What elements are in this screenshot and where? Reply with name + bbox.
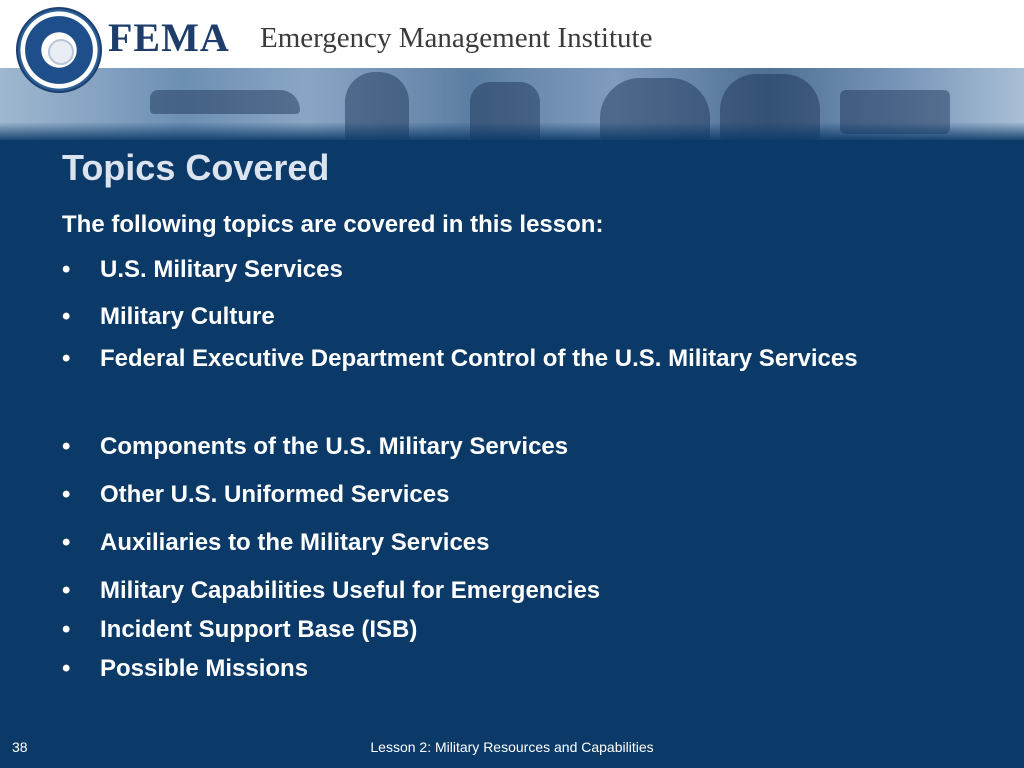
topic-item [62,475,942,514]
slide-intro: The following topics are covered in this lesson: [62,211,604,238]
topic-text: Components of the U.S. Military Services [100,433,569,460]
topic-text: U.S. Military Services [100,256,343,283]
bullet-icon: • [62,433,71,460]
topic-item [62,427,942,466]
topic-item [62,339,942,378]
topic-text: Auxiliaries to the Military Services [100,529,490,556]
topic-item [62,571,942,610]
slide-header [0,0,1024,140]
bullet-icon: • [62,303,71,330]
bullet-icon: • [62,256,71,283]
seal-eagle-icon [48,39,74,65]
slide-number: 38 [12,739,28,755]
dhs-seal-icon [16,7,102,93]
footer-lesson-title: Lesson 2: Military Resources and Capabilities [370,739,654,755]
bullet-icon: • [62,577,71,604]
topic-text: Incident Support Base (ISB) [100,616,418,643]
slide-title: Topics Covered [62,147,330,188]
bullet-icon: • [62,616,71,643]
bullet-icon: • [62,655,71,682]
header-photo-collage [0,68,1024,140]
institute-name: Emergency Management Institute [260,22,653,54]
topic-item [62,297,942,336]
topic-text: Federal Executive Department Control of the U.S. Military Services [100,345,858,372]
topic-item [62,610,942,649]
topic-item [62,649,942,688]
bullet-icon: • [62,529,71,556]
logo-bar [0,0,1024,68]
topic-item [62,250,942,289]
bullet-icon: • [62,481,71,508]
topic-text: Military Culture [100,303,275,330]
topic-text: Other U.S. Uniformed Services [100,481,450,508]
topic-text: Possible Missions [100,655,309,682]
fema-logo-text: FEMA [108,15,230,60]
topic-item [62,523,942,562]
bullet-icon: • [62,345,71,372]
topic-text: Military Capabilities Useful for Emergencies [100,577,601,604]
